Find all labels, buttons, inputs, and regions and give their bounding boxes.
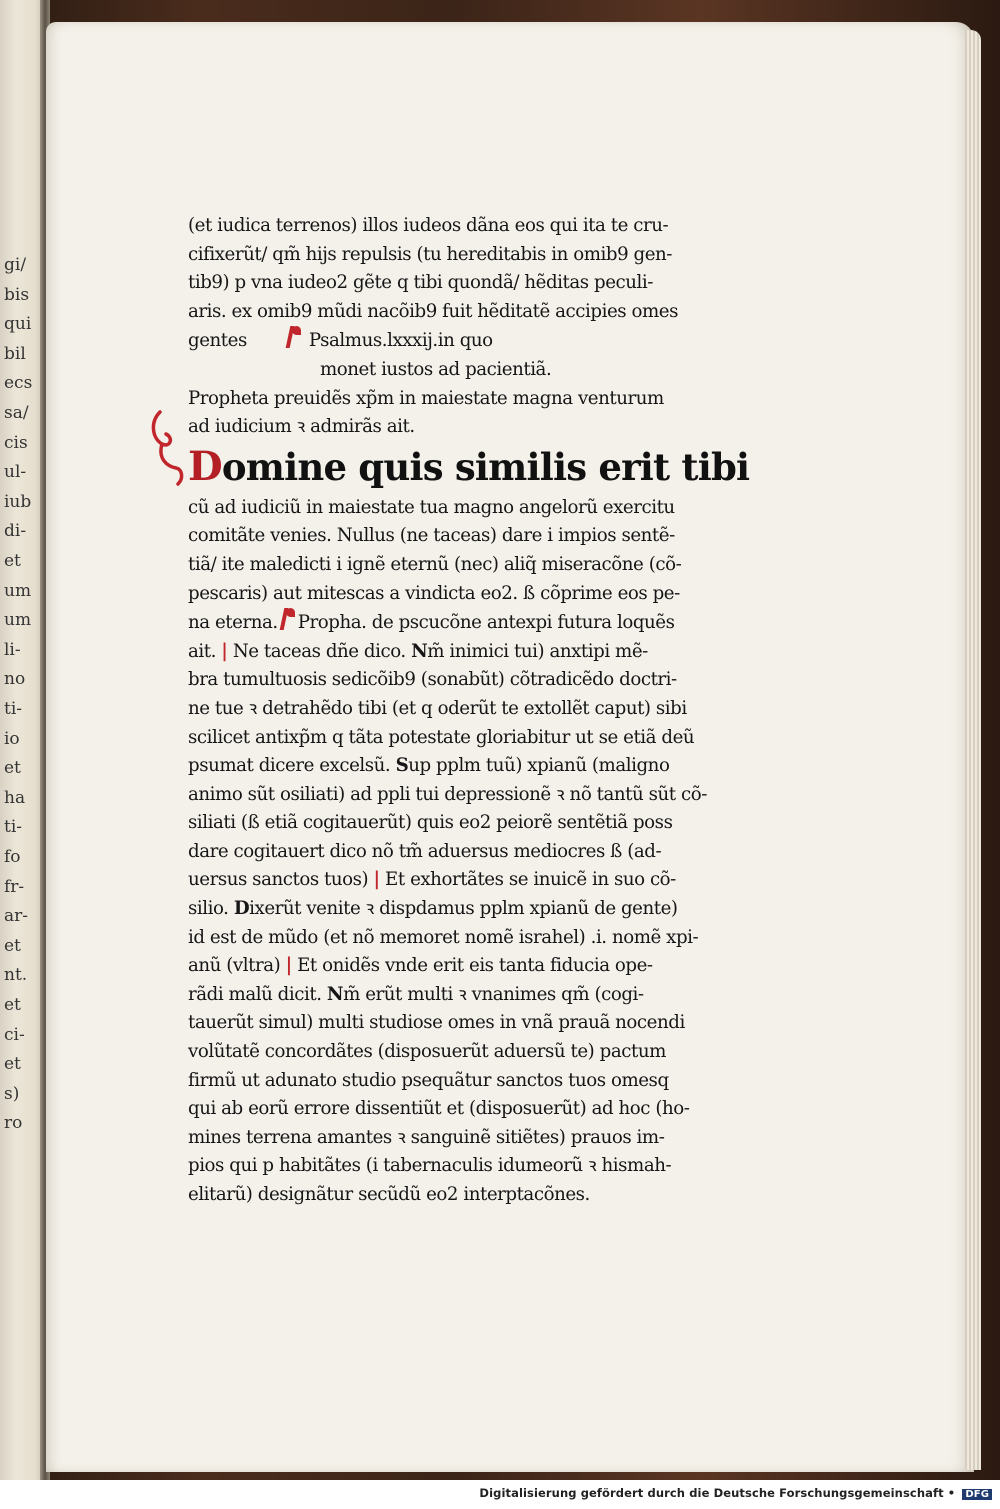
page-stack-edge <box>965 30 981 1470</box>
text-line: tiã/ ite maledicti i ignẽ eternũ (nec) aliq̃ miseracõne (cõ- <box>188 553 682 575</box>
credit-text: Digitalisierung gefördert durch die Deutsche Forschungsgemeinschaft <box>479 1486 944 1500</box>
text-line: qui ab eorũ errore dissentiũt et (disposuerũt) ad hoc (ho- <box>188 1098 690 1120</box>
text-fragment: m̃ erũt multi ꝛ vnanimes qm̃ (cogi- <box>343 983 644 1005</box>
psalm-heading: Psalmus.lxxxij.in quo <box>308 330 493 352</box>
text-line: aris. ex omib9 mũdi nacõib9 fuit hẽditatẽ accipies omes <box>188 300 678 322</box>
text-line: mines terrena amantes ꝛ sanguinẽ sitiẽtes) prauos im- <box>188 1126 665 1148</box>
left-page-text-fragment: ecs <box>4 373 33 394</box>
text-line: id est de mũdo (et nõ memoret nomẽ israhel) .i. nomẽ xpi- <box>188 926 699 948</box>
left-page-text-fragment: io <box>4 728 20 749</box>
left-page-text-fragment: bis <box>4 284 30 305</box>
text-fragment: uersus sanctos tuos) <box>188 869 369 891</box>
text-fragment: ait. <box>188 640 216 662</box>
text-line: cifixerũt/ qm̃ hijs repulsis (tu hereditabis in omib9 gen- <box>188 243 672 265</box>
text-fragment: rãdi malũ dicit. <box>188 983 322 1005</box>
left-page-text-fragment: ul- <box>4 462 27 483</box>
left-page-text-fragment: et <box>4 758 21 779</box>
text-line: pescaris) aut mitescas a vindicta eo2. ß cõprime eos pe- <box>188 582 680 604</box>
text-fragment: Ne taceas dñe dico. <box>232 640 406 662</box>
left-page-text-fragment: li- <box>4 639 21 660</box>
text-line: firmũ ut adunato studio psequãtur sanctos tuos omesq <box>188 1069 669 1091</box>
text-line: siliati (ß etiã cogitauerũt) quis eo2 peiorẽ sentẽtiã poss <box>188 812 673 834</box>
text-fragment: na eterna. <box>188 612 278 634</box>
text-line: volũtatẽ concordãtes (disposuerũt aduersũ te) pactum <box>188 1041 666 1063</box>
lombard-initial: D <box>233 898 250 920</box>
text-line <box>188 638 768 667</box>
left-page-text-fragment: fr- <box>4 876 25 897</box>
text-line: scilicet antixp̃m q tãta potestate gloriabitur ut se etiã deũ <box>188 726 695 748</box>
text-fragment: silio. <box>188 898 229 920</box>
text-line: cũ ad iudiciũ in maiestate tua magno angelorũ exercitu <box>188 496 675 518</box>
incipit-line <box>188 444 768 494</box>
text-line <box>188 895 768 924</box>
left-page-text-fragment: fo <box>4 847 21 867</box>
digitization-credit <box>479 1486 992 1500</box>
main-text-block <box>188 212 768 1210</box>
text-line: dare cogitauert dico nõ tm̃ aduersus mediocres ß (ad- <box>188 840 662 862</box>
text-fragment: Propha. de pscucõne antexpi futura loquẽs <box>297 612 675 634</box>
text-fragment: m̃ inimici tui) anxtipi mẽ- <box>427 640 648 662</box>
credit-separator: • <box>947 1486 956 1500</box>
text-line: monet iustos ad pacientiã. <box>320 358 552 380</box>
dfg-logo: DFG <box>962 1489 992 1500</box>
text-line: tauerũt simul) multi studiose omes in vnã prauã nocendi <box>188 1012 685 1034</box>
text-fragment: ixerũt venite ꝛ dispdamus pplm xpianũ de gente) <box>249 898 678 920</box>
text-line: (et iudica terrenos) illos iudeos dãna eos qui ita te cru- <box>188 215 669 236</box>
text-line <box>188 752 768 781</box>
left-page-text-fragment: nt. <box>4 965 28 986</box>
left-page-text-fragment: bil <box>4 343 26 364</box>
left-page-text-fragment: gi/ <box>4 255 27 275</box>
left-page-text-fragment: sa/ <box>4 403 29 423</box>
text-fragment: anũ (vltra) <box>188 955 281 977</box>
left-page-text-fragment: qui <box>4 314 32 335</box>
left-page-text-fragment: et <box>4 1054 21 1075</box>
left-page-text-fragment: ha <box>4 787 26 808</box>
left-page-text-fragment: et <box>4 995 21 1015</box>
left-page-text-fragment: no <box>4 669 26 690</box>
lombard-initial: N <box>411 640 428 662</box>
rubric-mark: | <box>285 955 292 977</box>
text-line <box>188 866 768 895</box>
text-line: ad iudicium ꝛ admirãs ait. <box>188 416 415 438</box>
left-page-text-fragment: um <box>4 580 32 601</box>
left-page-text-fragment: um <box>4 610 32 631</box>
text-line: pios qui p habitãtes (i tabernaculis idumeorũ ꝛ hismah- <box>188 1155 672 1177</box>
text-line: tib9) p vna iudeo2 gẽte q tibi quondã/ hẽditas peculi- <box>188 272 653 294</box>
text-line: ne tue ꝛ detrahẽdo tibi (et q oderũt te extollẽt caput) sibi <box>188 697 687 719</box>
text-line: animo sũt osiliati) ad ppli tui depressionẽ ꝛ nõ tantũ sũt cõ- <box>188 783 707 805</box>
text-fragment: gentes <box>188 330 247 352</box>
left-page-text-fragment: et <box>4 551 21 571</box>
text-fragment: Et exhortãtes se inuicẽ in suo cõ- <box>385 869 676 891</box>
incipit-initial: D <box>188 442 222 490</box>
left-page-text-fragment: di- <box>4 521 27 542</box>
text-fragment: psumat dicere excelsũ. <box>188 755 391 777</box>
text-line <box>188 981 768 1010</box>
rubric-mark: | <box>221 640 228 662</box>
left-page-text-fragment: cis <box>4 432 28 453</box>
red-initial-flourish <box>148 408 188 490</box>
left-page-text-fragment: ti- <box>4 699 23 719</box>
left-page-text-fragment: ar- <box>4 906 29 927</box>
text-line <box>188 952 768 981</box>
text-line-psalm <box>188 326 768 356</box>
rubric-mark: | <box>373 869 380 891</box>
incipit-text: omine quis similis erit tibi <box>221 444 750 489</box>
left-page-text-fragment: s) <box>4 1083 20 1104</box>
lombard-initial: S <box>395 755 409 777</box>
text-fragment: Et onidẽs vnde erit eis tanta fiducia ope- <box>297 955 653 977</box>
text-line <box>188 608 768 638</box>
text-fragment: up pplm tuũ) xpianũ (maligno <box>408 755 670 777</box>
left-page-text-fragment: ci- <box>4 1024 25 1045</box>
left-page-text-fragment: et <box>4 935 21 956</box>
left-page-text-fragment: ti- <box>4 817 23 838</box>
left-page-text-fragment: ro <box>4 1113 23 1134</box>
text-line: bra tumultuosis sedicõib9 (sonabũt) cõtradicẽdo doctri- <box>188 669 677 691</box>
text-line: comitãte venies. Nullus (ne taceas) dare i impios sentẽ- <box>188 525 675 547</box>
text-line: Propheta preuidẽs xp̃m in maiestate magna venturum <box>188 387 664 409</box>
paragraph-mark-icon <box>286 326 302 350</box>
paragraph-mark-icon <box>280 608 296 632</box>
lombard-initial: N <box>326 983 344 1005</box>
left-page-text-fragment: iub <box>4 491 32 512</box>
text-line: elitarũ) designãtur secũdũ eo2 interptacõnes. <box>188 1184 590 1205</box>
